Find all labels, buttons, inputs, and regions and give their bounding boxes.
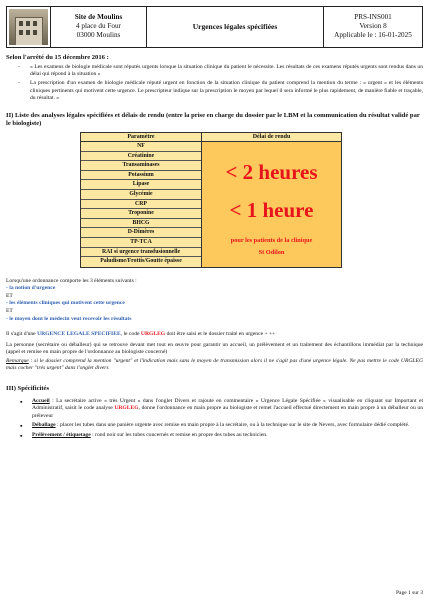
param-row: Paludisme/Frottis/Goutte épaisse bbox=[100, 258, 182, 265]
ordo-intro: Lorsqu'une ordonnance comporte les 3 éléments suivants : bbox=[6, 277, 137, 284]
para1-prefix: Il s'agit d'une bbox=[6, 331, 36, 338]
param-row: Transaminases bbox=[81, 161, 201, 171]
site-name: Site de Moulins bbox=[74, 13, 123, 21]
param-row: CRP bbox=[81, 200, 201, 210]
param-header: Paramètre bbox=[81, 133, 201, 142]
specificite-label: Prélèvement / étiquetage bbox=[32, 431, 91, 438]
document-body bbox=[6, 52, 423, 439]
personne-paragraph: La personne (secrétaire ou déballeur) qui se retrouve devant met tout en œuvre pour garantir un accueil, un prélèvement et un traitement des échantillons immédiat par la technique (appel et remise en main propre de l'ordonnance au biologiste concerné) bbox=[6, 341, 423, 356]
delay-2h: < 2 heures bbox=[225, 160, 318, 185]
delay-1h: < 1 heure bbox=[229, 198, 314, 223]
section1-bullet: - « Les examens de biologie médicale sont réputés urgents lorsque la situation clinique du patient le nécessite. Les résultats de ces examens réputés urgents sont rendus dans un délai qui répond à la situation » bbox=[18, 64, 423, 79]
remark-label: Remarque bbox=[6, 357, 29, 364]
section3-title: III) Spécificités bbox=[6, 384, 50, 392]
section2-title: II) Liste des analyses légales spécifiées et délais de rendu (entre la prise en charge du dossier par le LBM et la communication du résultat validé par le biologiste) bbox=[6, 111, 420, 127]
remark-text: : si le dossier comprend la mention "urgent" et l'indication mais sans le moyen de transmission alors il ne s'agit pas d'une urgence légale. Ne pas mettre le code URGLEG mais cocher "très urgent" dans l'onglet divers bbox=[6, 357, 423, 372]
urgleg-code: URGLEG bbox=[140, 331, 166, 338]
address-line2: 03000 Moulins bbox=[76, 31, 121, 39]
para1-suffix: doit être saisi et le dossier traité en urgence + ++ bbox=[166, 331, 276, 338]
clinic-note-line1: pour les patients de la clinique bbox=[230, 236, 313, 244]
ordo-block bbox=[6, 278, 423, 323]
specificite-text: : La secrétaire active « très Urgent » dans l'onglet Divers et rajoute en commentaire « Urgence Légale Spécifiée » visualisable en cliquant sur Important et Administratif, saisit le code analyse bbox=[32, 397, 423, 412]
section1-list bbox=[6, 64, 423, 103]
ordo-item-moyen: - le moyen dont le médecin veut recevoir les résultats bbox=[6, 315, 132, 322]
document-title: Urgences légales spécifiées bbox=[147, 7, 324, 47]
param-row: TP-TCA bbox=[81, 238, 201, 248]
param-row: Troponine bbox=[81, 209, 201, 219]
page-number: Page 1 sur 3 bbox=[395, 590, 423, 596]
specificite-accueil bbox=[20, 398, 423, 421]
specificite-label: Accueil bbox=[32, 397, 50, 404]
section1-bullet: - La prescription d'un examen de biologie médicale réputé urgent en fonction de la situation clinique du patient comprend la mention du terme : « urgent » et les éléments cliniques pertinents qui motivent cette urgence. Le prescripteur indique sur la prescription le moyen par lequel il sera informé le plus rapidement, de manière fiable et traçable, du résultat. » bbox=[18, 80, 423, 103]
specificite-text: : rond noir sur les tubes concernés et remise en propre des tubes au technicien. bbox=[92, 431, 268, 438]
specificite-text: : placer les tubes dans une panière urgente avec remise en main propre à la secrétaire, ou à la technique sur le site de Nevers, avec formulaire dédié complété. bbox=[57, 422, 410, 429]
document-header bbox=[6, 6, 423, 48]
doc-ref: PRS-INS001 bbox=[354, 13, 392, 21]
ordo-item-clinique: - les éléments cliniques qui motivent cette urgence bbox=[6, 300, 125, 307]
applicable-date: Applicable le : 16-01-2025 bbox=[334, 31, 412, 39]
param-row: RAI si urgence transfusionnelle bbox=[81, 248, 201, 258]
param-row: Potassium bbox=[81, 171, 201, 181]
analyses-table bbox=[80, 132, 342, 268]
site-info bbox=[51, 7, 147, 47]
param-row: D-Dimères bbox=[81, 228, 201, 238]
document-reference bbox=[324, 7, 422, 47]
param-row: Lipase bbox=[81, 180, 201, 190]
param-row: NF bbox=[81, 142, 201, 152]
building-photo-icon bbox=[9, 9, 48, 45]
urgence-paragraph bbox=[6, 331, 423, 339]
urgleg-code: URGLEG bbox=[114, 405, 139, 412]
param-row: BHCG bbox=[81, 219, 201, 229]
section1-title: Selon l'arrêté du 15 décembre 2016 : bbox=[6, 54, 109, 61]
param-row: Glycémie bbox=[81, 190, 201, 200]
ordo-item-urgence: - la notion d'urgence bbox=[6, 285, 56, 292]
logo bbox=[7, 7, 51, 47]
ordo-et: ET bbox=[6, 308, 13, 314]
clinic-note-line2: St Odilon bbox=[258, 249, 285, 257]
delay-column bbox=[202, 133, 341, 267]
specificite-label: Déballage bbox=[32, 422, 56, 429]
urgence-legale-highlight: URGENCE LEGALE SPECIFIEE bbox=[37, 331, 121, 338]
param-row: Créatinine bbox=[81, 152, 201, 162]
specificites-list bbox=[6, 398, 423, 440]
address-line1: 4 place du Four bbox=[76, 22, 121, 30]
delay-header: Délai de rendu bbox=[202, 133, 341, 142]
specificite-text: , donne l'ordonnance en main propre au biologiste et remet l'accueil effectué directement en main propre à un déballeur ou un préleveur bbox=[32, 405, 423, 419]
specificite-deballage bbox=[20, 422, 423, 430]
para1-middle: , le code bbox=[120, 331, 140, 338]
delay-body bbox=[202, 142, 341, 267]
param-column bbox=[81, 133, 202, 267]
ordo-et: ET bbox=[6, 292, 13, 299]
specificite-prelevement bbox=[20, 432, 423, 440]
remark-paragraph bbox=[6, 358, 423, 373]
doc-version: Version 8 bbox=[359, 22, 387, 30]
